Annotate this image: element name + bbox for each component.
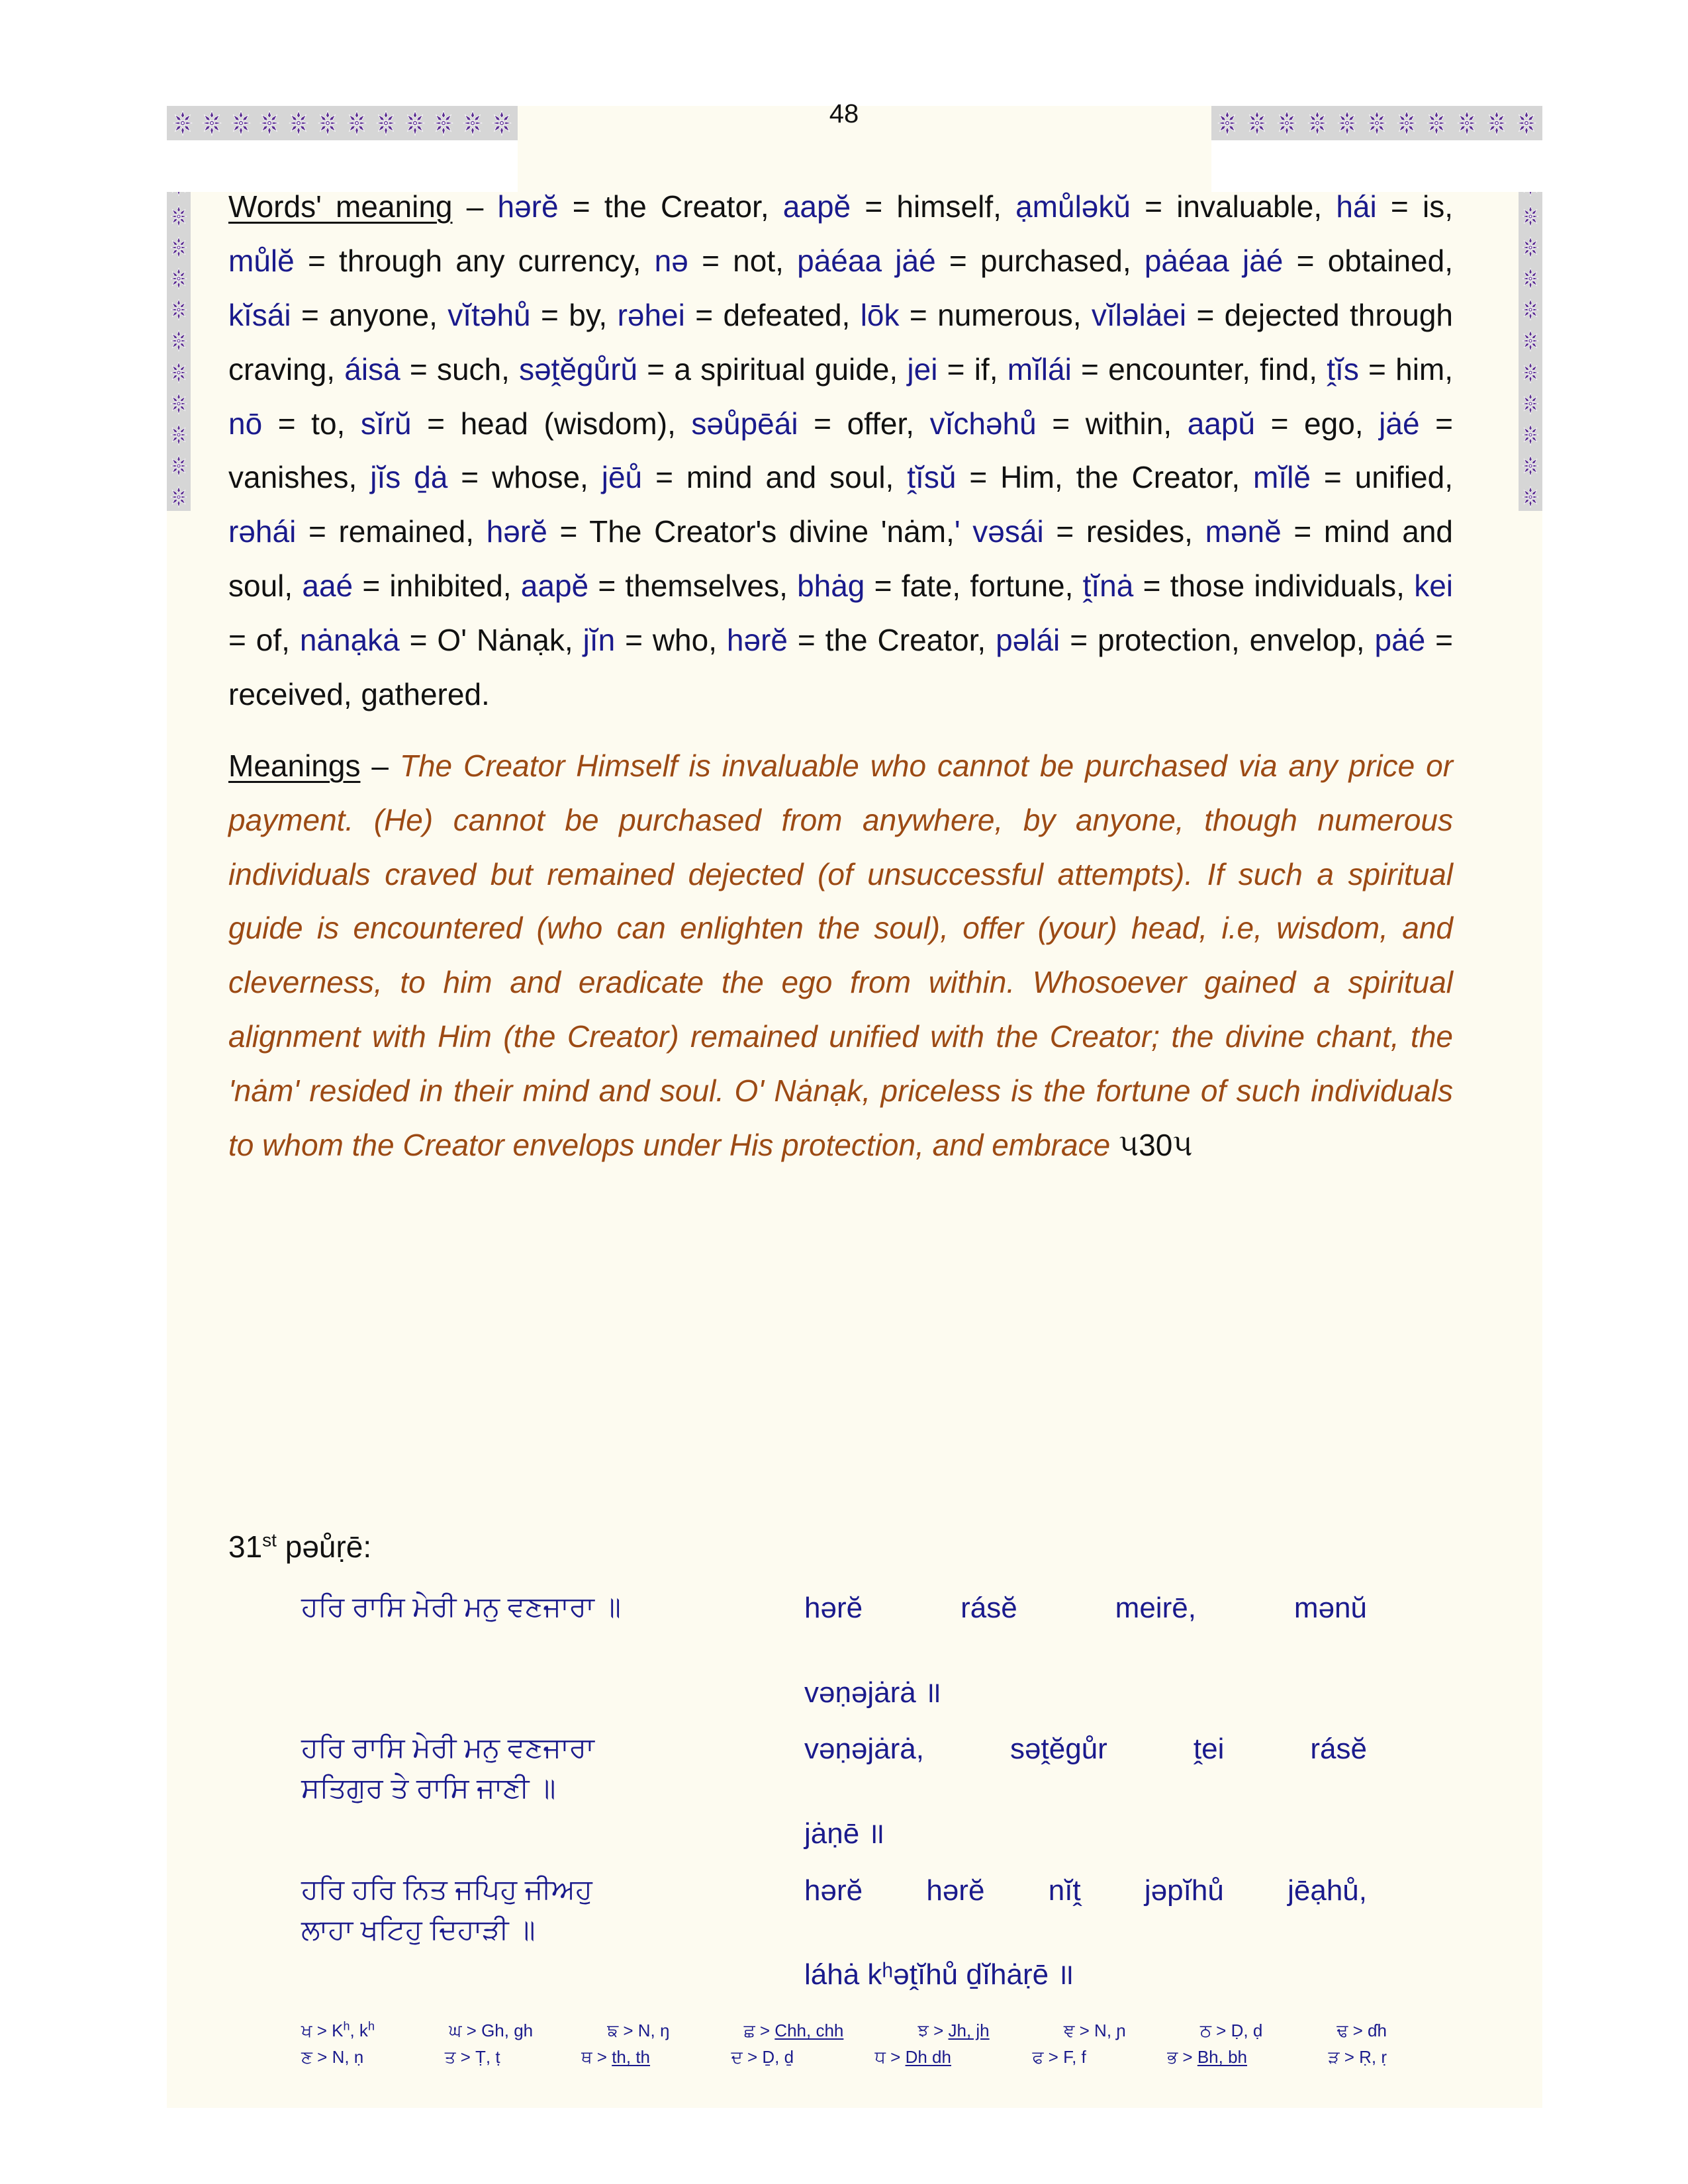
floral-motif-icon <box>1519 298 1542 321</box>
pauri-ordinal-suffix: st <box>262 1529 277 1551</box>
meanings-paragraph <box>228 739 1453 1173</box>
verse-transliteration-line: vəṇəjȧrȧ ॥ <box>804 1676 942 1709</box>
transliteration-legend <box>301 2017 1387 2071</box>
floral-motif-icon <box>167 392 190 415</box>
legend-gurmukhi-letter: ਦ <box>731 2047 743 2068</box>
verse-gurmukhi-line: ਹਰਿ ਹਰਿ ਨਿਤ ਜਪਿਹੁ ਜੀਅਹੁ <box>301 1873 592 1905</box>
legend-item <box>1064 2017 1126 2044</box>
decorative-border-left <box>167 140 191 511</box>
legend-item <box>918 2017 990 2044</box>
verse-transliteration-line: láhȧ kʰəṱĭhů ḏĭhȧṛē ॥ <box>804 1958 1074 1991</box>
verse-transliteration-line: jȧṇē ॥ <box>804 1817 885 1850</box>
legend-gurmukhi-letter: ਖ <box>301 2021 312 2040</box>
verse-transliteration-line: hərĕ hərĕ nĭṱ jəpĭhů jēạhů, <box>804 1874 1367 1907</box>
legend-transliteration-value: Ṛ, ṛ <box>1359 2047 1387 2068</box>
verse-row <box>301 1587 1367 1728</box>
legend-item <box>1200 2017 1262 2044</box>
words-meaning-label: Words' meaning <box>228 189 453 224</box>
legend-maps-to-icon: > <box>461 2021 482 2040</box>
legend-gurmukhi-letter: ਞ <box>1063 2021 1075 2040</box>
floral-motif-icon <box>1519 424 1542 446</box>
verse-table <box>301 1587 1367 2011</box>
legend-maps-to-icon: > <box>592 2047 612 2068</box>
legend-transliteration-value: Bh, bh <box>1197 2047 1247 2068</box>
page-margin-right <box>1542 0 1688 2184</box>
floral-motif-icon <box>1519 330 1542 352</box>
legend-maps-to-icon: > <box>1211 2021 1231 2040</box>
floral-motif-icon <box>167 424 190 446</box>
legend-item <box>1328 2044 1387 2070</box>
legend-gurmukhi-letter: ਫ <box>1032 2047 1044 2068</box>
meanings-trailing-marker: ૫30૫ <box>1118 1127 1193 1162</box>
legend-item <box>581 2044 650 2070</box>
legend-maps-to-icon: > <box>455 2047 476 2068</box>
legend-item <box>445 2044 500 2070</box>
page-margin-top <box>0 0 1688 106</box>
floral-motif-icon <box>1519 392 1542 415</box>
floral-motif-icon <box>1519 455 1542 477</box>
floral-motif-icon <box>167 298 190 321</box>
pauri-ordinal-number: 31 <box>228 1529 263 1564</box>
floral-motif-icon <box>1519 236 1542 259</box>
floral-motif-icon <box>167 486 190 508</box>
legend-gurmukhi-letter: ਙ <box>607 2021 619 2040</box>
verse-gurmukhi-line: ਹਰਿ ਰਾਸਿ ਮੇਰੀ ਮਨੁ ਵਣਜਾਰਾ ॥ <box>301 1591 621 1622</box>
verse-transliteration-cell <box>804 1870 1367 2011</box>
verse-row <box>301 1728 1367 1869</box>
legend-maps-to-icon: > <box>1074 2021 1095 2040</box>
words-meaning-body: hərĕ = the Creator, aapĕ = himself, ạmůləkŭ = invaluable, hái = is, můlĕ = through any currency, nə = not, pȧéaa jȧé = purchased, pȧéaa jȧé = obtained, kĭsái = anyone, vĭtəhů = by, rəhei = defeated, lōk = numerous, vĭləlȧei = dejected through craving, áisȧ = such, səṱĕgůrŭ = a spiritual guide, jei = if, mĭlái = encounter, find, ṱĭs = him, nō = to, sĭrŭ = head (wisdom), səůpēái = offer, vĭchəhů = within, aapŭ = ego, jȧé = vanishes, jĭs ḏȧ = whose, jēů = mind and soul, ṱĭsŭ = Him, the Creator, mĭlĕ = unified, rəhái = remained, hərĕ = The Creator's divine 'nȧm,' vəsái = resides, mənĕ = mind and soul, aaé = inhibited, aapĕ = themselves, bhȧg = fate, fortune, ṱĭnȧ = those individuals, kei = of, nȧnạkȧ = O' Nȧnạk, jĭn = who, hərĕ = the Creator, pəlái = protection, envelop, pȧé = received, gathered. <box>228 189 1454 711</box>
verse-transliteration-cell <box>804 1587 1367 1728</box>
verse-gurmukhi-cell <box>301 1870 804 2011</box>
meanings-label: Meanings <box>228 748 361 783</box>
decorative-border-right <box>1519 140 1542 511</box>
pauri-heading <box>228 1529 371 1565</box>
verse-gurmukhi-line: ਸਤਿਗੁਰ ਤੇ ਰਾਸਿ ਜਾਣੀ ॥ <box>301 1772 556 1804</box>
legend-maps-to-icon: > <box>1348 2021 1368 2040</box>
words-meaning-dash: – <box>466 189 484 224</box>
legend-transliteration-value: Dh dh <box>905 2047 951 2068</box>
floral-motif-icon <box>167 205 190 228</box>
legend-transliteration-value: Gh, gh <box>481 2021 534 2040</box>
legend-transliteration-value: Ḍ, ḍ <box>1231 2021 1263 2040</box>
floral-motif-icon <box>1519 486 1542 508</box>
legend-gurmukhi-letter: ਧ <box>874 2047 886 2068</box>
legend-row-2 <box>301 2044 1387 2070</box>
verse-row <box>301 1870 1367 2011</box>
legend-transliteration-value: ɗh <box>1368 2021 1387 2040</box>
verse-transliteration-cell <box>804 1728 1367 1869</box>
legend-item <box>1167 2044 1247 2070</box>
legend-transliteration-value: F, f <box>1063 2047 1086 2068</box>
legend-gurmukhi-letter: ਢ <box>1336 2021 1348 2040</box>
verse-transliteration-line: vəṇəjȧrȧ, səṱĕgůr ṱei rásĕ <box>804 1733 1367 1766</box>
legend-gurmukhi-letter: ਝ <box>917 2021 929 2040</box>
meanings-dash: – <box>371 748 389 783</box>
floral-motif-icon <box>167 455 190 477</box>
legend-item <box>744 2017 844 2044</box>
legend-item <box>1032 2044 1086 2070</box>
legend-gurmukhi-letter: ੜ <box>1328 2047 1340 2068</box>
verse-transliteration-line: hərĕ rásĕ meirē, mənŭ <box>804 1592 1367 1624</box>
floral-motif-icon <box>1519 267 1542 290</box>
legend-gurmukhi-letter: ਥ <box>581 2047 592 2068</box>
legend-item <box>301 2017 375 2044</box>
legend-gurmukhi-letter: ਤ <box>444 2047 456 2068</box>
legend-transliteration-value: Jh, jh <box>948 2021 990 2040</box>
legend-maps-to-icon: > <box>312 2021 332 2040</box>
meanings-body: The Creator Himself is invaluable who cannot be purchased via any price or payment. (He) cannot be purchased from anywhere, by anyone, though numerous individuals craved but remained dejected (of unsuccessful attempts). If such a spiritual guide is encountered (who can enlighten the soul), offer (your) head, i.e, wisdom, and cleverness, to him and eradicate the ego from within. Whosoever gained a spiritual alignment with Him (the Creator) remained unified with the Creator; the divine chant, the 'nȧm' resided in their mind and soul. O' Nȧnạk, priceless is the fortune of such individuals to whom the Creator envelops under His protection, and embrace <box>228 748 1454 1162</box>
verse-gurmukhi-cell <box>301 1587 804 1728</box>
floral-motif-icon <box>167 267 190 290</box>
legend-item <box>301 2044 363 2070</box>
verse-gurmukhi-line: ਲਾਹਾ ਖਟਿਹੁ ਦਿਹਾੜੀ ॥ <box>301 1913 536 1945</box>
legend-transliteration-value: Ṭ, ṭ <box>475 2047 500 2068</box>
pauri-title: pəůṛē: <box>285 1529 372 1564</box>
legend-maps-to-icon: > <box>755 2021 775 2040</box>
verse-gurmukhi-cell <box>301 1728 804 1869</box>
legend-gurmukhi-letter: ਛ <box>743 2021 755 2040</box>
floral-motif-icon <box>1519 205 1542 228</box>
legend-maps-to-icon: > <box>742 2047 763 2068</box>
legend-transliteration-value: Chh, chh <box>774 2021 844 2040</box>
legend-maps-to-icon: > <box>928 2021 949 2040</box>
legend-item <box>1336 2017 1387 2044</box>
floral-motif-icon <box>167 330 190 352</box>
legend-maps-to-icon: > <box>1178 2047 1197 2068</box>
legend-gurmukhi-letter: ਠ <box>1199 2021 1211 2040</box>
page-number: 48 <box>829 99 859 128</box>
page-margin-bottom <box>0 2108 1688 2184</box>
legend-item <box>731 2044 794 2070</box>
legend-transliteration-value: th, th <box>612 2047 651 2068</box>
legend-maps-to-icon: > <box>618 2021 638 2040</box>
legend-maps-to-icon: > <box>312 2047 332 2068</box>
legend-maps-to-icon: > <box>1043 2047 1064 2068</box>
legend-transliteration-value: N, ɲ <box>1094 2021 1126 2040</box>
legend-maps-to-icon: > <box>885 2047 906 2068</box>
legend-item <box>607 2017 669 2044</box>
main-content <box>228 180 1453 1173</box>
legend-transliteration-value: N, ṇ <box>332 2047 364 2068</box>
legend-item <box>449 2017 533 2044</box>
words-meaning-paragraph <box>228 180 1453 722</box>
floral-motif-icon <box>1519 361 1542 384</box>
legend-transliteration-value: Ḏ, ḏ <box>762 2047 794 2068</box>
legend-item <box>875 2044 951 2070</box>
legend-transliteration-value: $K^h$, $k^h$ <box>332 2019 375 2040</box>
legend-maps-to-icon: > <box>1339 2047 1360 2068</box>
legend-row-1 <box>301 2017 1387 2044</box>
legend-gurmukhi-letter: ਣ <box>301 2047 312 2068</box>
verse-gurmukhi-line: ਹਰਿ ਰਾਸਿ ਮੇਰੀ ਮਨੁ ਵਣਜਾਰਾ <box>301 1732 594 1764</box>
legend-gurmukhi-letter: ਘ <box>449 2021 462 2040</box>
legend-gurmukhi-letter: ਭ <box>1167 2047 1178 2068</box>
page-margin-left <box>0 0 167 2184</box>
floral-motif-icon <box>167 236 190 259</box>
floral-motif-icon <box>167 361 190 384</box>
legend-transliteration-value: N, ŋ <box>637 2021 670 2040</box>
